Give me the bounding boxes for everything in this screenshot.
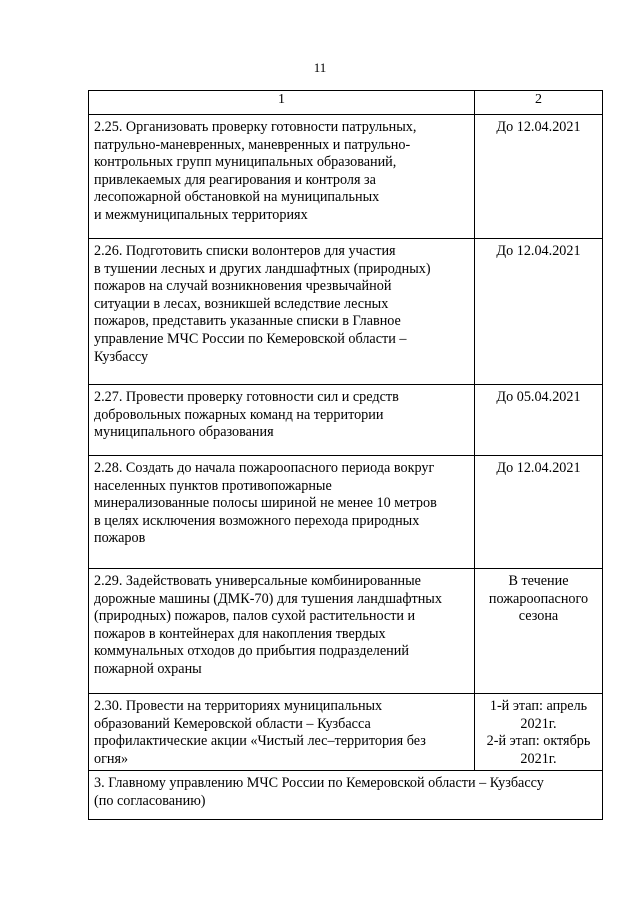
section-row bbox=[89, 771, 603, 820]
task-cell: 2.29. Задействовать универсальные комбинированные дорожные машины (ДМК-70) для тушения ландшафтных (природных) пожаров, палов сухой растительности и пожаров в контейнерах для накопления твердых коммунальных отходов до прибытия подразделений пожарной охраны bbox=[89, 569, 475, 694]
page-number: 11 bbox=[313, 60, 327, 75]
table-header-row bbox=[89, 91, 603, 115]
table-row bbox=[89, 694, 603, 771]
table-row bbox=[89, 456, 603, 569]
table-row bbox=[89, 569, 603, 694]
deadline-cell: До 05.04.2021 bbox=[475, 385, 603, 456]
task-cell: 2.27. Провести проверку готовности сил и средств добровольных пожарных команд на территории муниципального образования bbox=[89, 385, 475, 456]
table-row bbox=[89, 115, 603, 239]
column-header-2: 2 bbox=[475, 91, 603, 115]
deadline-cell: В течение пожароопасного сезона bbox=[475, 569, 603, 694]
deadline-cell: До 12.04.2021 bbox=[475, 239, 603, 385]
table-row bbox=[89, 385, 603, 456]
table-row bbox=[89, 239, 603, 385]
task-cell: 2.25. Организовать проверку готовности патрульных, патрульно-маневренных, маневренных и патрульно- контрольных групп муниципальных образований, привлекаемых для реагирования и контроля за лесопожарной обстановкой на муниципальных и межмуниципальных территориях bbox=[89, 115, 475, 239]
deadline-cell: До 12.04.2021 bbox=[475, 456, 603, 569]
task-cell: 2.28. Создать до начала пожароопасного периода вокруг населенных пунктов противопожарные минерализованные полосы шириной не менее 10 метров в целях исключения возможного перехода природных пожаров bbox=[89, 456, 475, 569]
section-heading-cell: 3. Главному управлению МЧС России по Кемеровской области – Кузбассу (по согласованию) bbox=[89, 771, 603, 820]
measures-table bbox=[88, 90, 603, 820]
task-cell: 2.30. Провести на территориях муниципальных образований Кемеровской области – Кузбасса профилактические акции «Чистый лес–территория без огня» bbox=[89, 694, 475, 771]
task-cell: 2.26. Подготовить списки волонтеров для участия в тушении лесных и других ландшафтных (природных) пожаров на случай возникновения чрезвычайной ситуации в лесах, возникшей вследствие лесных пожаров, представить указанные списки в Главное управление МЧС России по Кемеровской области – Кузбассу bbox=[89, 239, 475, 385]
deadline-cell: До 12.04.2021 bbox=[475, 115, 603, 239]
column-header-1: 1 bbox=[89, 91, 475, 115]
deadline-cell: 1-й этап: апрель 2021г. 2-й этап: октябрь 2021г. bbox=[475, 694, 603, 771]
